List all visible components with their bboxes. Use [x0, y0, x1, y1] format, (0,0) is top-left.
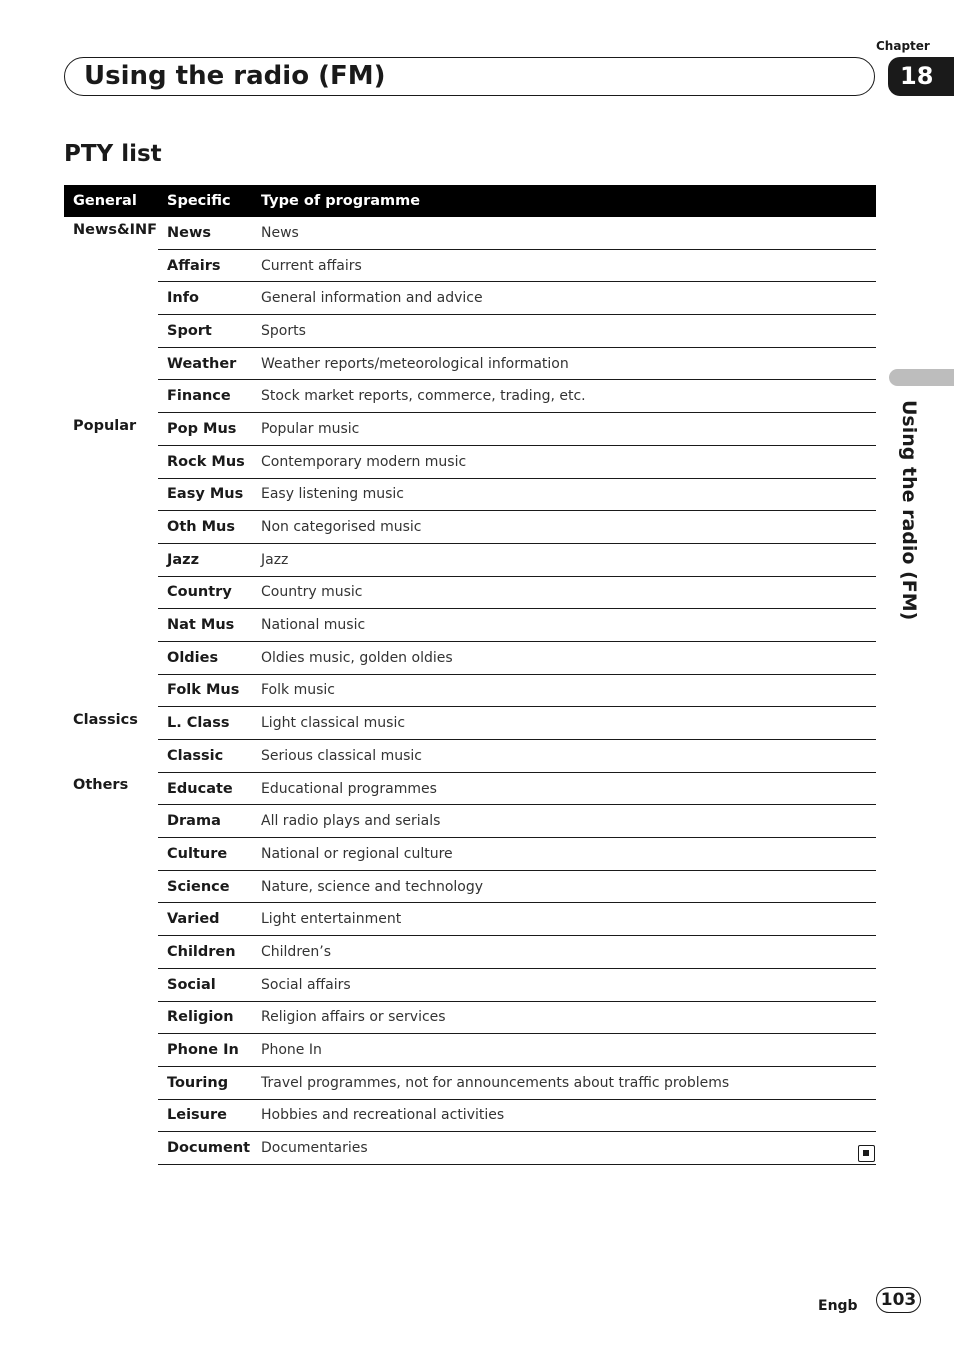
programme-type: Children’s	[252, 936, 876, 969]
programme-type: Phone In	[252, 1034, 876, 1067]
language-code: Engb	[818, 1298, 858, 1314]
table-row	[64, 641, 876, 674]
programme-type: Educational programmes	[252, 772, 876, 805]
table-row	[64, 1066, 876, 1099]
programme-type: Sports	[252, 315, 876, 348]
table-row	[64, 413, 876, 446]
programme-type: Folk music	[252, 674, 876, 707]
programme-type: Jazz	[252, 543, 876, 576]
table-row	[64, 249, 876, 282]
specific-code: Classic	[158, 740, 252, 773]
table-row	[64, 968, 876, 1001]
specific-code: Children	[158, 936, 252, 969]
programme-type: National or regional culture	[252, 838, 876, 871]
chapter-title-box	[64, 57, 875, 96]
specific-code: Rock Mus	[158, 445, 252, 478]
programme-type: Religion affairs or services	[252, 1001, 876, 1034]
chapter-number: 18	[888, 57, 954, 96]
programme-type: Country music	[252, 576, 876, 609]
pty-table	[64, 185, 876, 1165]
specific-code: Oth Mus	[158, 511, 252, 544]
programme-type: National music	[252, 609, 876, 642]
programme-type: Light classical music	[252, 707, 876, 740]
programme-type: Easy listening music	[252, 478, 876, 511]
chapter-label: Chapter	[876, 39, 930, 53]
side-tab-label: Using the radio (FM)	[898, 400, 920, 621]
specific-code: L. Class	[158, 707, 252, 740]
specific-code: Social	[158, 968, 252, 1001]
table-row	[64, 511, 876, 544]
table-row	[64, 1099, 876, 1132]
programme-type: Stock market reports, commerce, trading, etc.	[252, 380, 876, 413]
programme-type: Social affairs	[252, 968, 876, 1001]
table-row	[64, 478, 876, 511]
table-row	[64, 772, 876, 805]
specific-code: Varied	[158, 903, 252, 936]
table-row	[64, 1034, 876, 1067]
end-of-section-icon	[858, 1145, 875, 1162]
specific-code: Educate	[158, 772, 252, 805]
table-row	[64, 315, 876, 348]
specific-code: Phone In	[158, 1034, 252, 1067]
programme-type: Contemporary modern music	[252, 445, 876, 478]
specific-code: Sport	[158, 315, 252, 348]
specific-code: Weather	[158, 347, 252, 380]
programme-type: Non categorised music	[252, 511, 876, 544]
programme-type: Hobbies and recreational activities	[252, 1099, 876, 1132]
table-row	[64, 576, 876, 609]
programme-type: Travel programmes, not for announcements about traffic problems	[252, 1066, 876, 1099]
programme-type: Current affairs	[252, 249, 876, 282]
programme-type: News	[252, 217, 876, 249]
specific-code: Jazz	[158, 543, 252, 576]
specific-code: Folk Mus	[158, 674, 252, 707]
side-tab-marker	[889, 369, 954, 386]
general-category: Others	[73, 777, 129, 794]
programme-type: Popular music	[252, 413, 876, 446]
table-row	[64, 445, 876, 478]
specific-code: Pop Mus	[158, 413, 252, 446]
page-number: 103	[876, 1287, 921, 1313]
programme-type: Serious classical music	[252, 740, 876, 773]
table-row	[64, 282, 876, 315]
specific-code: Touring	[158, 1066, 252, 1099]
specific-code: Info	[158, 282, 252, 315]
table-row	[64, 936, 876, 969]
specific-code: Document	[158, 1132, 252, 1165]
table-row	[64, 838, 876, 871]
specific-code: Oldies	[158, 641, 252, 674]
table-row	[64, 740, 876, 773]
specific-code: News	[158, 217, 252, 249]
table-row	[64, 380, 876, 413]
programme-type: All radio plays and serials	[252, 805, 876, 838]
table-row	[64, 805, 876, 838]
programme-type: Oldies music, golden oldies	[252, 641, 876, 674]
specific-code: Country	[158, 576, 252, 609]
table-row	[64, 707, 876, 740]
table-row	[64, 347, 876, 380]
chapter-title: Using the radio (FM)	[84, 61, 386, 91]
table-row	[64, 903, 876, 936]
column-header-specific: Specific	[158, 185, 252, 217]
programme-type: Nature, science and technology	[252, 870, 876, 903]
table-body	[64, 217, 876, 1164]
table-row	[64, 1132, 876, 1165]
specific-code: Leisure	[158, 1099, 252, 1132]
specific-code: Nat Mus	[158, 609, 252, 642]
specific-code: Affairs	[158, 249, 252, 282]
programme-type: General information and advice	[252, 282, 876, 315]
programme-type: Weather reports/meteorological information	[252, 347, 876, 380]
general-category: Popular	[73, 417, 137, 434]
table-row	[64, 674, 876, 707]
table-row	[64, 609, 876, 642]
specific-code: Finance	[158, 380, 252, 413]
table-header-row	[64, 185, 876, 217]
specific-code: Religion	[158, 1001, 252, 1034]
table-row	[64, 543, 876, 576]
specific-code: Drama	[158, 805, 252, 838]
section-heading: PTY list	[64, 141, 162, 167]
programme-type: Light entertainment	[252, 903, 876, 936]
table-row	[64, 1001, 876, 1034]
table-row	[64, 217, 876, 249]
specific-code: Science	[158, 870, 252, 903]
column-header-general: General	[64, 185, 158, 217]
general-category: News&INF	[73, 222, 158, 238]
column-header-type: Type of programme	[252, 185, 876, 217]
specific-code: Culture	[158, 838, 252, 871]
table-row	[64, 870, 876, 903]
general-category: Classics	[73, 711, 138, 728]
programme-type: Documentaries	[252, 1132, 876, 1165]
specific-code: Easy Mus	[158, 478, 252, 511]
